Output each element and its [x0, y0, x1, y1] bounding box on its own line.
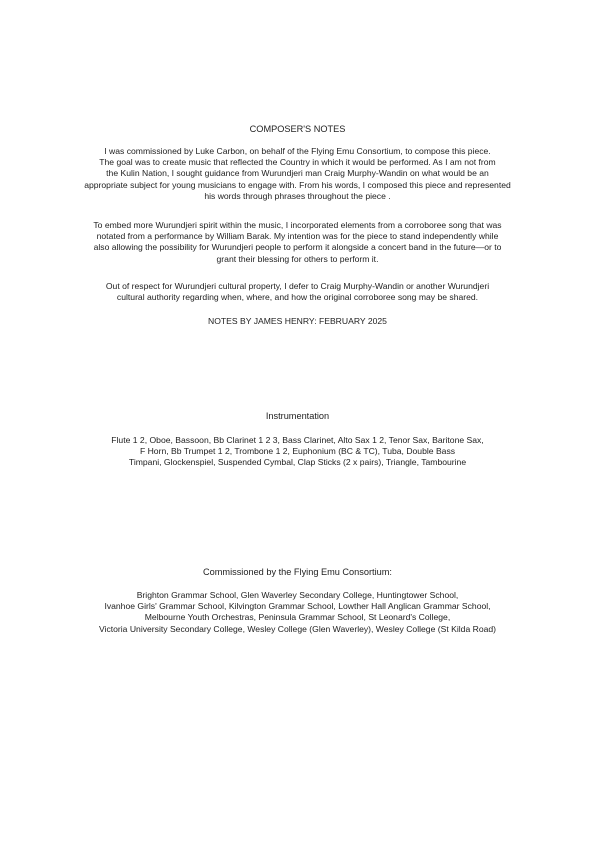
notes-line: notated from a performance by William Barak. My intention was for the piece to stand independently while — [96, 231, 499, 242]
notes-paragraph-3 — [0, 281, 595, 303]
commission-title: Commissioned by the Flying Emu Consortium: — [203, 567, 392, 577]
notes-line: appropriate subject for young musicians to engage with. From his words, I composed this piece and represented — [84, 179, 511, 190]
notes-line: The goal was to create music that reflected the Country in which it would be performed. As I am not from — [99, 157, 496, 168]
instrumentation-list — [0, 435, 595, 469]
notes-line: Out of respect for Wurundjeri cultural property, I defer to Craig Murphy-Wandin or another Wurundjeri — [105, 281, 490, 291]
commission-line: Victoria University Secondary College, Wesley College (Glen Waverley), Wesley College (St Kilda Road) — [98, 623, 497, 634]
notes-line: cultural authority regarding when, where, and how the original corroboree song may be shared. — [116, 292, 479, 303]
notes-line: To embed more Wurundjeri spirit within the music, I incorporated elements from a corroboree song that was — [93, 220, 502, 230]
instrumentation-line: Timpani, Glockenspiel, Suspended Cymbal, Clap Sticks (2 x pairs), Triangle, Tambourine — [128, 457, 467, 468]
commission-line: Ivanhoe Girls' Grammar School, Kilvington Grammar School, Lowther Hall Anglican Grammar School, — [104, 601, 491, 612]
notes-title: COMPOSER'S NOTES — [249, 124, 346, 134]
notes-signature: NOTES BY JAMES HENRY: FEBRUARY 2025 — [208, 316, 387, 326]
commission-line: Brighton Grammar School, Glen Waverley Secondary College, Huntingtower School, — [136, 590, 459, 600]
notes-paragraph-2 — [0, 220, 595, 265]
notes-line: grant their blessing for others to perform it. — [216, 253, 379, 264]
notes-line: the Kulin Nation, I sought guidance from Wurundjeri man Craig Murphy-Wandin on what would be an — [106, 168, 489, 179]
instrumentation-title: Instrumentation — [265, 411, 330, 421]
notes-line: his words through phrases throughout the piece . — [204, 190, 391, 201]
instrumentation-line: F Horn, Bb Trumpet 1 2, Trombone 1 2, Euphonium (BC & TC), Tuba, Double Bass — [139, 446, 456, 457]
notes-paragraph-1 — [0, 146, 595, 202]
notes-line: also allowing the possibility for Wurundjeri people to perform it alongside a concert band in the future—or to — [93, 242, 502, 253]
instrumentation-line: Flute 1 2, Oboe, Bassoon, Bb Clarinet 1 2 3, Bass Clarinet, Alto Sax 1 2, Tenor Sax, Baritone Sax, — [111, 435, 484, 445]
commission-line: Melbourne Youth Orchestras, Peninsula Grammar School, St Leonard's College, — [144, 612, 451, 623]
commission-list — [0, 590, 595, 635]
notes-line: I was commissioned by Luke Carbon, on behalf of the Flying Emu Consortium, to compose this piece. — [104, 146, 491, 156]
